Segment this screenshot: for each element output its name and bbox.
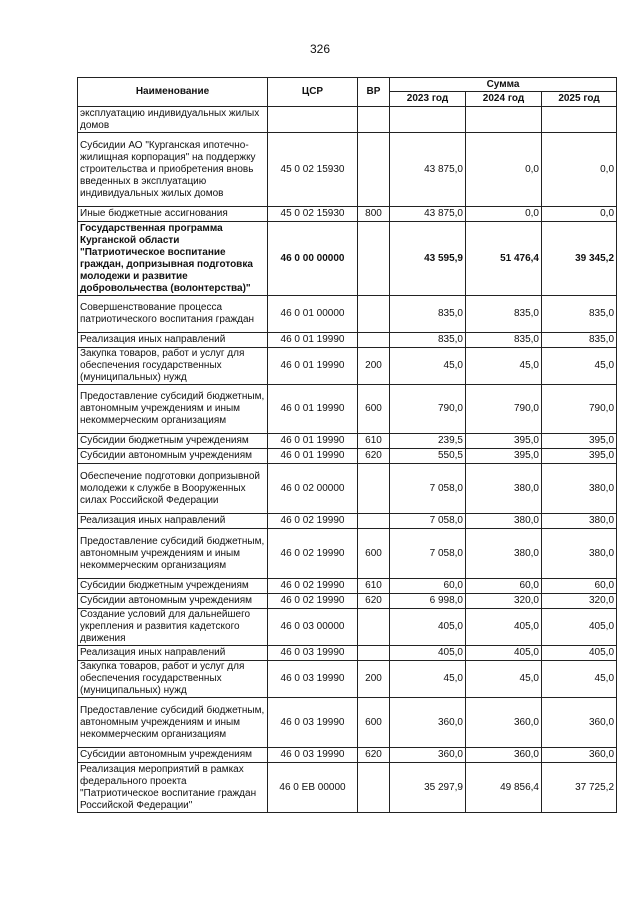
row-name: Реализация иных направлений bbox=[78, 333, 268, 348]
row-name: Реализация иных направлений bbox=[78, 514, 268, 529]
row-name: Субсидии АО "Курганская ипотечно-жилищная корпорация" на поддержку строительства и приобретения вновь введенных в эксплуатацию индивидуальных жилых домов bbox=[78, 133, 268, 207]
row-value-2023: 550,5 bbox=[390, 449, 466, 464]
row-csr: 46 0 02 19990 bbox=[268, 529, 358, 579]
row-value-2025: 37 725,2 bbox=[542, 763, 617, 813]
table-row bbox=[78, 207, 617, 222]
table-row bbox=[78, 348, 617, 385]
table-row bbox=[78, 763, 617, 813]
row-value-2023: 790,0 bbox=[390, 385, 466, 434]
row-value-2023: 43 875,0 bbox=[390, 133, 466, 207]
row-value-2025: 405,0 bbox=[542, 609, 617, 646]
row-name: Субсидии автономным учреждениям bbox=[78, 594, 268, 609]
row-value-2025: 405,0 bbox=[542, 646, 617, 661]
row-vr: 620 bbox=[358, 594, 390, 609]
row-value-2023: 35 297,9 bbox=[390, 763, 466, 813]
table-row bbox=[78, 333, 617, 348]
row-csr: 46 0 02 00000 bbox=[268, 464, 358, 514]
row-vr bbox=[358, 514, 390, 529]
row-csr: 45 0 02 15930 bbox=[268, 207, 358, 222]
row-value-2025: 790,0 bbox=[542, 385, 617, 434]
row-name: Субсидии бюджетным учреждениям bbox=[78, 579, 268, 594]
row-vr: 800 bbox=[358, 207, 390, 222]
row-value-2023: 7 058,0 bbox=[390, 514, 466, 529]
row-csr: 46 0 01 19990 bbox=[268, 333, 358, 348]
header-year-2023: 2023 год bbox=[390, 92, 466, 107]
row-value-2024: 405,0 bbox=[466, 646, 542, 661]
row-csr: 46 0 01 19990 bbox=[268, 348, 358, 385]
table-row bbox=[78, 133, 617, 207]
row-vr: 600 bbox=[358, 529, 390, 579]
row-csr bbox=[268, 107, 358, 133]
row-value-2023: 60,0 bbox=[390, 579, 466, 594]
row-vr bbox=[358, 464, 390, 514]
row-value-2024: 0,0 bbox=[466, 133, 542, 207]
row-vr bbox=[358, 133, 390, 207]
row-value-2024: 405,0 bbox=[466, 609, 542, 646]
row-vr bbox=[358, 646, 390, 661]
table-row bbox=[78, 609, 617, 646]
row-value-2023: 7 058,0 bbox=[390, 529, 466, 579]
row-value-2025: 320,0 bbox=[542, 594, 617, 609]
header-sum: Сумма bbox=[390, 78, 617, 92]
table-row bbox=[78, 296, 617, 333]
row-value-2024: 45,0 bbox=[466, 348, 542, 385]
row-name: Государственная программа Курганской области "Патриотическое воспитание граждан, допризывная подготовка молодежи и развитие добровольчества (волонтерства)" bbox=[78, 222, 268, 296]
row-name: Иные бюджетные ассигнования bbox=[78, 207, 268, 222]
row-value-2025: 380,0 bbox=[542, 529, 617, 579]
row-value-2024: 380,0 bbox=[466, 464, 542, 514]
row-name: Совершенствование процесса патриотического воспитания граждан bbox=[78, 296, 268, 333]
row-csr: 46 0 03 19990 bbox=[268, 646, 358, 661]
row-csr: 46 0 ЕВ 00000 bbox=[268, 763, 358, 813]
row-csr: 46 0 01 00000 bbox=[268, 296, 358, 333]
row-value-2024: 380,0 bbox=[466, 529, 542, 579]
row-name: Обеспечение подготовки допризывной молодежи к службе в Вооруженных силах Российской Федерации bbox=[78, 464, 268, 514]
table-row bbox=[78, 529, 617, 579]
table-row bbox=[78, 579, 617, 594]
row-value-2023: 835,0 bbox=[390, 296, 466, 333]
table-row bbox=[78, 434, 617, 449]
header-name: Наименование bbox=[78, 78, 268, 107]
table-row bbox=[78, 464, 617, 514]
row-value-2025 bbox=[542, 107, 617, 133]
budget-table bbox=[77, 77, 617, 813]
row-value-2024: 51 476,4 bbox=[466, 222, 542, 296]
table-row bbox=[78, 594, 617, 609]
row-name: Реализация мероприятий в рамках федерального проекта "Патриотическое воспитание граждан Российской Федерации" bbox=[78, 763, 268, 813]
row-vr: 610 bbox=[358, 434, 390, 449]
row-value-2025: 0,0 bbox=[542, 207, 617, 222]
row-name: Субсидии бюджетным учреждениям bbox=[78, 434, 268, 449]
row-vr bbox=[358, 296, 390, 333]
row-csr: 46 0 03 00000 bbox=[268, 609, 358, 646]
table-row bbox=[78, 385, 617, 434]
row-value-2025: 380,0 bbox=[542, 464, 617, 514]
row-value-2025: 380,0 bbox=[542, 514, 617, 529]
table-row bbox=[78, 449, 617, 464]
row-vr: 620 bbox=[358, 449, 390, 464]
row-value-2025: 39 345,2 bbox=[542, 222, 617, 296]
row-value-2023 bbox=[390, 107, 466, 133]
table-row bbox=[78, 514, 617, 529]
row-csr: 46 0 02 19990 bbox=[268, 594, 358, 609]
row-name: Предоставление субсидий бюджетным, автономным учреждениям и иным некоммерческим организациям bbox=[78, 385, 268, 434]
row-vr: 200 bbox=[358, 348, 390, 385]
row-vr bbox=[358, 107, 390, 133]
row-name: Субсидии автономным учреждениям bbox=[78, 449, 268, 464]
row-value-2024: 395,0 bbox=[466, 449, 542, 464]
row-csr: 46 0 01 19990 bbox=[268, 434, 358, 449]
header-year-2024: 2024 год bbox=[466, 92, 542, 107]
row-value-2024: 60,0 bbox=[466, 579, 542, 594]
row-value-2025: 60,0 bbox=[542, 579, 617, 594]
row-value-2023: 239,5 bbox=[390, 434, 466, 449]
header-csr: ЦСР bbox=[268, 78, 358, 107]
row-value-2024: 395,0 bbox=[466, 434, 542, 449]
row-value-2024: 790,0 bbox=[466, 385, 542, 434]
row-value-2024: 835,0 bbox=[466, 333, 542, 348]
row-vr: 200 bbox=[358, 661, 390, 698]
row-value-2024: 380,0 bbox=[466, 514, 542, 529]
row-value-2024: 360,0 bbox=[466, 748, 542, 763]
row-value-2025: 45,0 bbox=[542, 348, 617, 385]
row-vr bbox=[358, 763, 390, 813]
row-vr: 610 bbox=[358, 579, 390, 594]
row-name: Субсидии автономным учреждениям bbox=[78, 748, 268, 763]
row-csr: 46 0 02 19990 bbox=[268, 514, 358, 529]
row-value-2023: 45,0 bbox=[390, 348, 466, 385]
row-vr: 620 bbox=[358, 748, 390, 763]
table-row bbox=[78, 661, 617, 698]
row-csr: 46 0 02 19990 bbox=[268, 579, 358, 594]
row-name: Закупка товаров, работ и услуг для обеспечения государственных (муниципальных) нужд bbox=[78, 661, 268, 698]
row-vr bbox=[358, 609, 390, 646]
row-value-2024: 835,0 bbox=[466, 296, 542, 333]
row-value-2023: 43 595,9 bbox=[390, 222, 466, 296]
row-value-2023: 405,0 bbox=[390, 646, 466, 661]
table-row bbox=[78, 646, 617, 661]
row-name: Создание условий для дальнейшего укрепления и развития кадетского движения bbox=[78, 609, 268, 646]
row-csr: 46 0 00 00000 bbox=[268, 222, 358, 296]
row-value-2025: 835,0 bbox=[542, 296, 617, 333]
row-csr: 46 0 03 19990 bbox=[268, 748, 358, 763]
row-value-2025: 0,0 bbox=[542, 133, 617, 207]
row-value-2023: 835,0 bbox=[390, 333, 466, 348]
row-value-2023: 6 998,0 bbox=[390, 594, 466, 609]
table-body bbox=[78, 107, 617, 813]
row-vr: 600 bbox=[358, 698, 390, 748]
row-value-2025: 395,0 bbox=[542, 449, 617, 464]
row-value-2025: 360,0 bbox=[542, 748, 617, 763]
row-value-2023: 360,0 bbox=[390, 698, 466, 748]
row-value-2024 bbox=[466, 107, 542, 133]
row-vr bbox=[358, 222, 390, 296]
row-value-2024: 320,0 bbox=[466, 594, 542, 609]
row-vr bbox=[358, 333, 390, 348]
row-name: Закупка товаров, работ и услуг для обеспечения государственных (муниципальных) нужд bbox=[78, 348, 268, 385]
row-value-2024: 49 856,4 bbox=[466, 763, 542, 813]
row-csr: 46 0 01 19990 bbox=[268, 385, 358, 434]
header-year-2025: 2025 год bbox=[542, 92, 617, 107]
row-name: Предоставление субсидий бюджетным, автономным учреждениям и иным некоммерческим организациям bbox=[78, 529, 268, 579]
row-value-2025: 45,0 bbox=[542, 661, 617, 698]
row-value-2023: 405,0 bbox=[390, 609, 466, 646]
row-name: Предоставление субсидий бюджетным, автономным учреждениям и иным некоммерческим организациям bbox=[78, 698, 268, 748]
row-value-2024: 0,0 bbox=[466, 207, 542, 222]
row-value-2023: 7 058,0 bbox=[390, 464, 466, 514]
table-row bbox=[78, 107, 617, 133]
row-value-2023: 45,0 bbox=[390, 661, 466, 698]
row-value-2025: 395,0 bbox=[542, 434, 617, 449]
row-name: эксплуатацию индивидуальных жилых домов bbox=[78, 107, 268, 133]
table-row bbox=[78, 748, 617, 763]
row-csr: 46 0 01 19990 bbox=[268, 449, 358, 464]
row-name: Реализация иных направлений bbox=[78, 646, 268, 661]
row-value-2024: 360,0 bbox=[466, 698, 542, 748]
row-csr: 46 0 03 19990 bbox=[268, 661, 358, 698]
row-value-2025: 835,0 bbox=[542, 333, 617, 348]
header-vr: ВР bbox=[358, 78, 390, 107]
row-value-2023: 43 875,0 bbox=[390, 207, 466, 222]
table-row bbox=[78, 222, 617, 296]
row-value-2024: 45,0 bbox=[466, 661, 542, 698]
row-value-2023: 360,0 bbox=[390, 748, 466, 763]
row-csr: 45 0 02 15930 bbox=[268, 133, 358, 207]
row-csr: 46 0 03 19990 bbox=[268, 698, 358, 748]
page-number: 326 bbox=[309, 42, 331, 56]
table-row bbox=[78, 698, 617, 748]
row-value-2025: 360,0 bbox=[542, 698, 617, 748]
row-vr: 600 bbox=[358, 385, 390, 434]
